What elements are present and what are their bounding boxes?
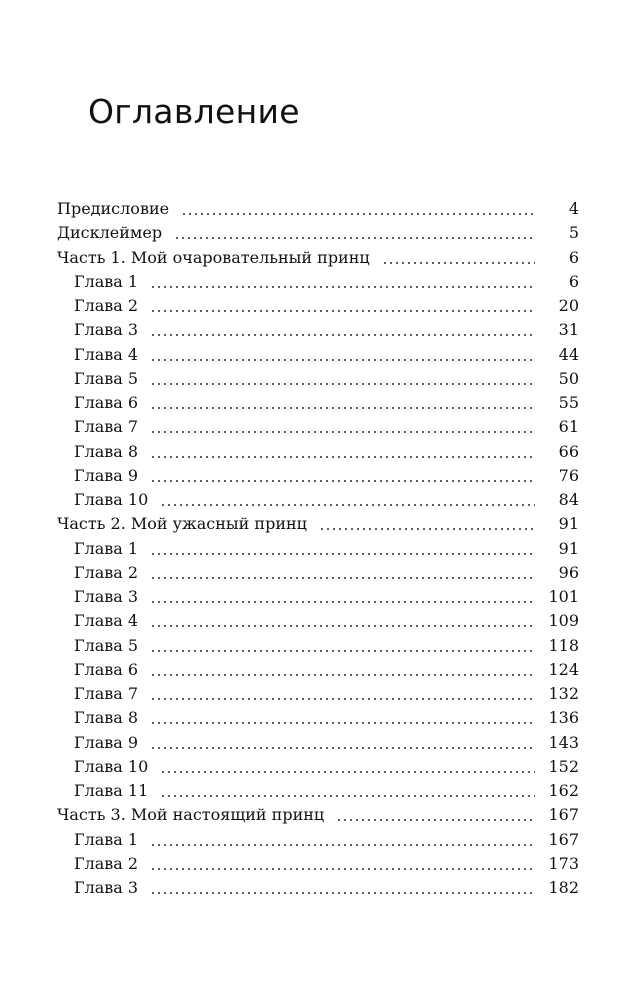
toc-entry-label: Глава 3 — [74, 320, 139, 340]
dot-leader — [150, 285, 535, 289]
toc-entry-chapter[interactable] — [57, 488, 579, 512]
dot-leader — [319, 527, 535, 531]
toc-entry-label: Глава 2 — [74, 562, 139, 582]
dot-leader — [160, 770, 535, 774]
toc-entry-label: Глава 11 — [74, 781, 149, 800]
dot-leader — [181, 212, 535, 216]
toc-entry-label: Глава 9 — [74, 732, 139, 752]
dot-leader — [150, 867, 535, 871]
toc-entry-chapter[interactable] — [57, 391, 579, 415]
dot-leader — [160, 503, 535, 507]
toc-entry-chapter[interactable] — [57, 706, 579, 730]
toc-entry-page-number: 162 — [548, 781, 579, 800]
toc-entry-page-number: 50 — [558, 368, 579, 388]
toc-entry-label: Глава 7 — [74, 417, 139, 437]
toc-entry-page-number: 66 — [558, 441, 579, 461]
page-title: Оглавление — [88, 92, 300, 131]
toc-entry-label: Глава 1 — [74, 829, 139, 849]
dot-leader — [150, 891, 535, 895]
toc-entry-part[interactable] — [57, 246, 579, 270]
toc-entry-page-number: 91 — [558, 538, 579, 558]
dot-leader — [150, 673, 535, 677]
toc-entry-label: Глава 10 — [74, 490, 149, 509]
toc-entry-label: Глава 6 — [74, 659, 139, 679]
toc-entry-part[interactable] — [57, 512, 579, 536]
dot-leader — [150, 697, 535, 701]
toc-entry-label: Глава 1 — [74, 271, 139, 291]
dot-leader — [150, 333, 535, 337]
toc-entry-label: Глава 1 — [74, 538, 139, 558]
toc-entry-label: Глава 7 — [74, 684, 139, 703]
toc-entry-label: Предисловие — [57, 199, 170, 218]
toc-entry-label: Глава 3 — [74, 587, 139, 606]
toc-entry-page-number: 124 — [548, 659, 579, 679]
toc-entry-label: Глава 5 — [74, 635, 139, 655]
dot-leader — [150, 382, 535, 386]
toc-entry-page-number: 55 — [558, 393, 579, 412]
toc-entry-page-number: 167 — [548, 829, 579, 849]
dot-leader — [150, 358, 535, 362]
dot-leader — [150, 576, 535, 580]
toc-entry-label: Глава 3 — [74, 878, 139, 897]
toc-entry-page-number: 182 — [548, 878, 579, 897]
dot-leader — [150, 600, 535, 604]
toc-entry-label: Глава 4 — [74, 344, 139, 364]
toc-entry-label: Часть 2. Мой ужасный принц — [57, 514, 307, 534]
toc-entry-label: Глава 5 — [74, 368, 139, 388]
toc-entry-label: Глава 4 — [74, 611, 139, 631]
toc-entry-chapter[interactable] — [57, 561, 579, 585]
toc-entry-page-number: 84 — [558, 490, 579, 509]
toc-entry-page-number: 101 — [548, 587, 579, 606]
toc-entry-chapter[interactable] — [57, 682, 579, 706]
toc-entry-chapter[interactable] — [57, 609, 579, 633]
toc-entry-page-number: 91 — [558, 514, 579, 534]
toc-entry-page-number: 20 — [558, 296, 579, 315]
toc-entry-page-number: 109 — [548, 611, 579, 631]
toc-entry-page-number: 167 — [548, 805, 579, 825]
toc-entry-label: Глава 6 — [74, 393, 139, 412]
toc-entry-page-number: 152 — [548, 756, 579, 776]
toc-entry-label: Часть 3. Мой настоящий принц — [57, 805, 325, 825]
toc-entry-part[interactable] — [57, 803, 579, 827]
dot-leader — [150, 843, 535, 847]
toc-entry-label: Глава 8 — [74, 441, 139, 461]
toc-entry-label: Часть 1. Мой очаровательный принц — [57, 247, 370, 267]
dot-leader — [174, 236, 535, 240]
toc-entry-chapter[interactable] — [57, 415, 579, 439]
dot-leader — [160, 794, 535, 798]
toc-entry-page-number: 96 — [558, 562, 579, 582]
dot-leader — [150, 721, 535, 725]
toc-entry-page-number: 173 — [548, 853, 579, 873]
dot-leader — [150, 455, 535, 459]
toc-entry-page-number: 4 — [568, 199, 579, 218]
dot-leader — [150, 624, 535, 628]
toc-entry-label: Глава 8 — [74, 708, 139, 728]
toc-entry-page-number: 76 — [558, 465, 579, 485]
toc-entry-chapter[interactable] — [57, 464, 579, 488]
toc-entry-label: Глава 10 — [74, 756, 149, 776]
toc-entry-chapter[interactable] — [57, 343, 579, 367]
toc-entry-part[interactable] — [57, 197, 579, 221]
toc-entry-page-number: 31 — [558, 320, 579, 340]
toc-entry-part[interactable] — [57, 221, 579, 245]
toc-entry-page-number: 143 — [548, 732, 579, 752]
dot-leader — [150, 406, 535, 410]
toc-entry-chapter[interactable] — [57, 731, 579, 755]
toc-entry-chapter[interactable] — [57, 294, 579, 318]
toc-entry-chapter[interactable] — [57, 367, 579, 391]
toc-entry-chapter[interactable] — [57, 270, 579, 294]
toc-entry-label: Глава 2 — [74, 853, 139, 873]
toc-entry-chapter[interactable] — [57, 852, 579, 876]
toc-entry-chapter[interactable] — [57, 318, 579, 342]
toc-entry-label: Глава 2 — [74, 296, 139, 315]
toc-entry-chapter[interactable] — [57, 779, 579, 803]
toc-entry-chapter[interactable] — [57, 828, 579, 852]
toc-entry-page-number: 44 — [558, 344, 579, 364]
toc-entry-page-number: 61 — [558, 417, 579, 437]
table-of-contents — [57, 197, 579, 900]
toc-entry-page-number: 5 — [568, 223, 579, 243]
toc-entry-page-number: 136 — [548, 708, 579, 728]
dot-leader — [150, 479, 535, 483]
toc-entry-chapter[interactable] — [57, 634, 579, 658]
toc-entry-label: Глава 9 — [74, 465, 139, 485]
toc-entry-label: Дисклеймер — [57, 223, 163, 243]
dot-leader — [150, 649, 535, 653]
toc-entry-chapter[interactable] — [57, 755, 579, 779]
toc-entry-chapter[interactable] — [57, 585, 579, 609]
toc-entry-chapter[interactable] — [57, 440, 579, 464]
toc-entry-page-number: 118 — [548, 635, 579, 655]
toc-entry-chapter[interactable] — [57, 658, 579, 682]
dot-leader — [336, 818, 535, 822]
dot-leader — [150, 430, 535, 434]
dot-leader — [382, 261, 535, 265]
toc-entry-chapter[interactable] — [57, 537, 579, 561]
toc-entry-page-number: 132 — [548, 684, 579, 703]
dot-leader — [150, 552, 535, 556]
dot-leader — [150, 309, 535, 313]
dot-leader — [150, 746, 535, 750]
toc-entry-chapter[interactable] — [57, 876, 579, 900]
toc-entry-page-number: 6 — [568, 247, 579, 267]
toc-entry-page-number: 6 — [568, 271, 579, 291]
